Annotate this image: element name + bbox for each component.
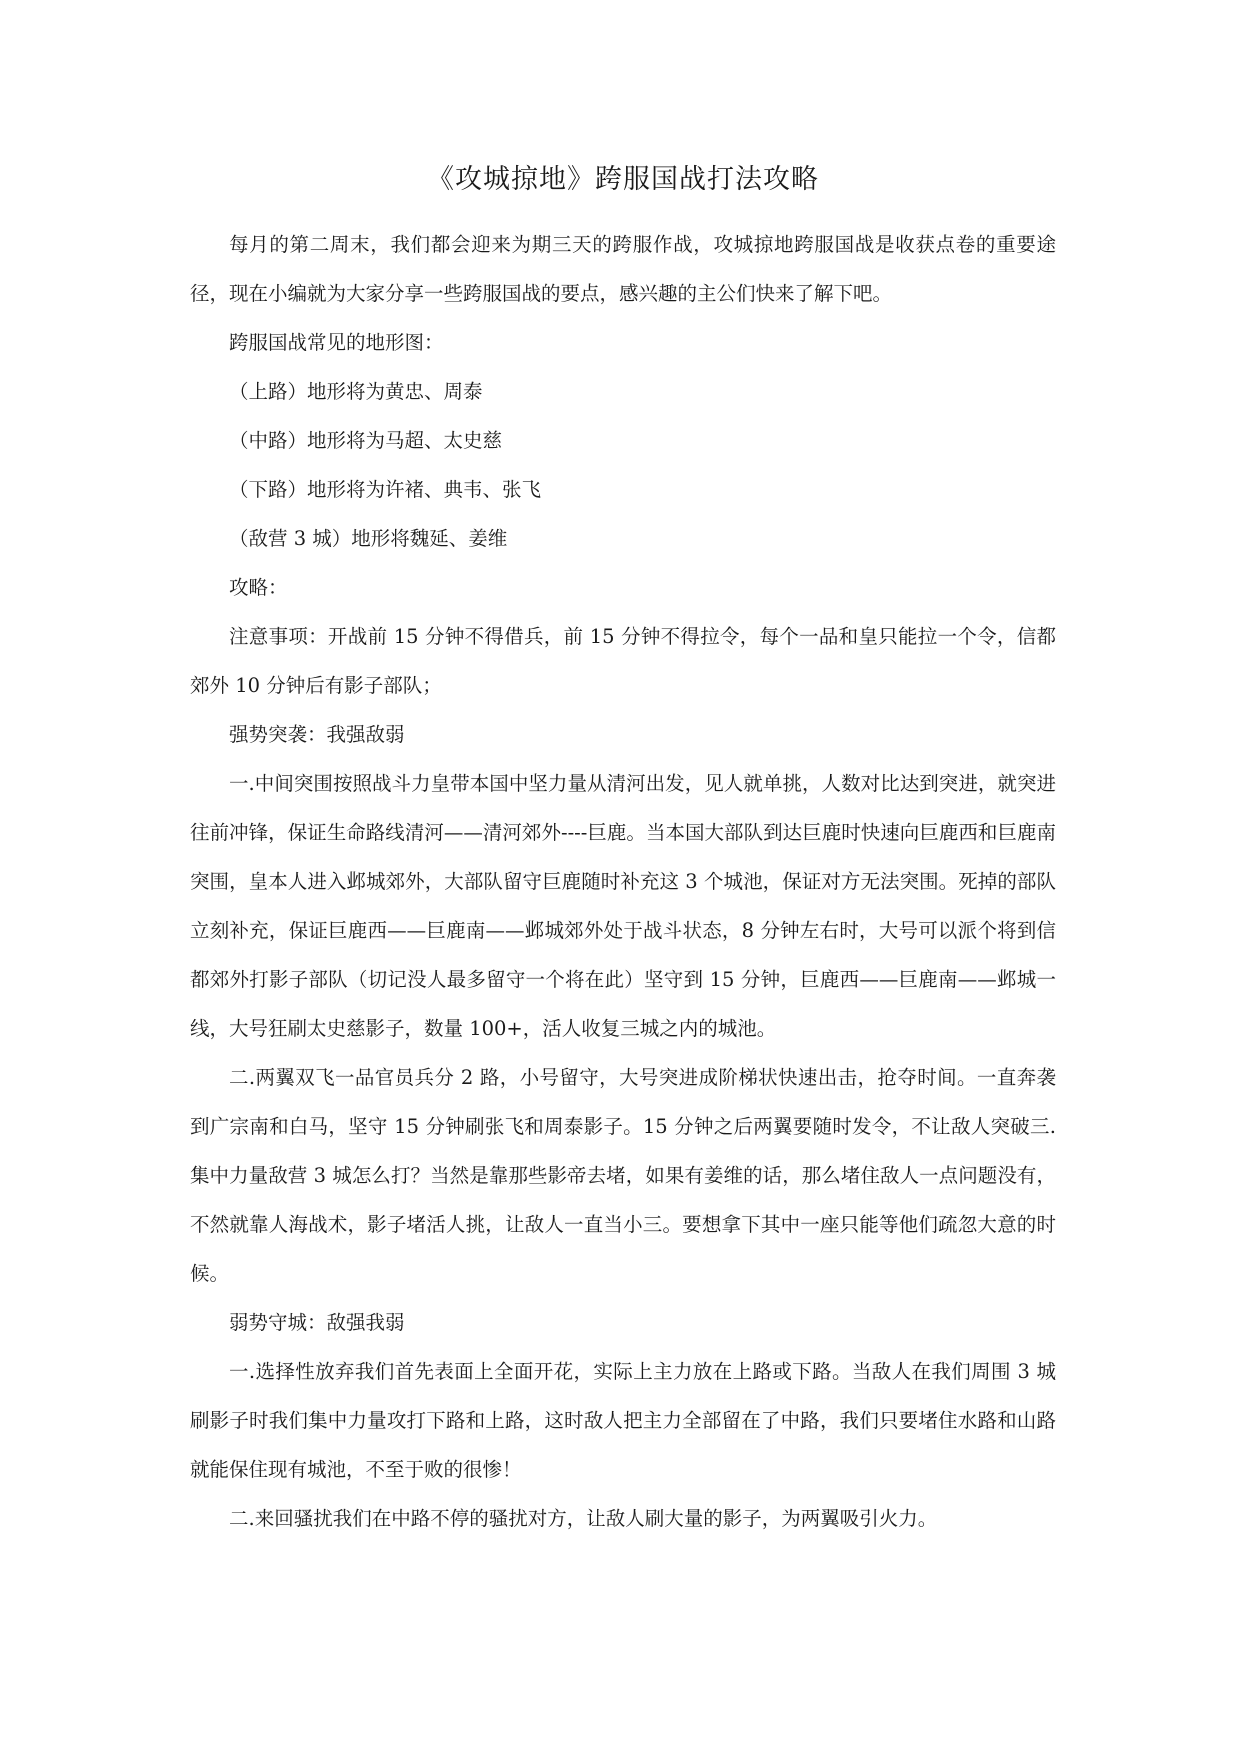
document-title: 《攻城掠地》跨服国战打法攻略 (427, 164, 819, 195)
strong-attack-point-1: 一.中间突围按照战斗力皇带本国中坚力量从清河出发，见人就单挑，人数对比达到突进，就突进往前冲锋，保证生命路线清河——清河郊外----巨鹿。当本国大部队到达巨鹿时快速向巨鹿西和巨鹿南突围，皇本人进入邺城郊外，大部队留守巨鹿随时补充这 3 个城池，保证对方无法突围。死掉的部队立刻补充，保证巨鹿西——巨鹿南——邺城郊外处于战斗状态，8 分钟左右时，大号可以派个将到信都郊外打影子部队（切记没人最多留守一个将在此）坚守到 15 分钟，巨鹿西——巨鹿南——邺城一线，大号狂刷太史慈影子，数量 100+，活人收复三城之内的城池。 (190, 772, 1056, 1040)
terrain-middle-road: （中路）地形将为马超、太史慈 (229, 429, 503, 452)
weak-defense-point-2: 二.来回骚扰我们在中路不停的骚扰对方，让敌人刷大量的影子，为两翼吸引火力。 (229, 1507, 938, 1530)
weak-defense-heading: 弱势守城：敌强我弱 (229, 1311, 405, 1334)
terrain-enemy-camp: （敌营 3 城）地形将魏延、姜维 (229, 527, 508, 550)
strong-attack-heading: 强势突袭：我强敌弱 (229, 723, 405, 746)
terrain-top-road: （上路）地形将为黄忠、周泰 (229, 380, 483, 403)
notes-paragraph: 注意事项：开战前 15 分钟不得借兵，前 15 分钟不得拉令，每个一品和皇只能拉一个令，信都郊外 10 分钟后有影子部队； (190, 625, 1056, 697)
strong-attack-point-2: 二.两翼双飞一品官员兵分 2 路，小号留守，大号突进成阶梯状快速出击，抢夺时间。一直奔袭到广宗南和白马，坚守 15 分钟刷张飞和周泰影子。15 分钟之后两翼要随时发令，不让敌人突破三.集中力量敌营 3 城怎么打？当然是靠那些影帝去堵，如果有姜维的话，那么堵住敌人一点问题没有，不然就靠人海战术，影子堵活人挑，让敌人一直当小三。要想拿下其中一座只能等他们疏忽大意的时候。 (190, 1066, 1056, 1285)
strategy-heading: 攻略： (229, 576, 288, 599)
terrain-heading: 跨服国战常见的地形图： (229, 331, 444, 354)
intro-paragraph: 每月的第二周末，我们都会迎来为期三天的跨服作战，攻城掠地跨服国战是收获点卷的重要途径，现在小编就为大家分享一些跨服国战的要点，感兴趣的主公们快来了解下吧。 (190, 233, 1056, 305)
document-page (190, 160, 1056, 1543)
weak-defense-point-1: 一.选择性放弃我们首先表面上全面开花，实际上主力放在上路或下路。当敌人在我们周围 3 城刷影子时我们集中力量攻打下路和上路，这时敌人把主力全部留在了中路，我们只要堵住水路和山路就能保住现有城池，不至于败的很惨！ (190, 1360, 1056, 1481)
terrain-bottom-road: （下路）地形将为许褚、典韦、张飞 (229, 478, 542, 501)
